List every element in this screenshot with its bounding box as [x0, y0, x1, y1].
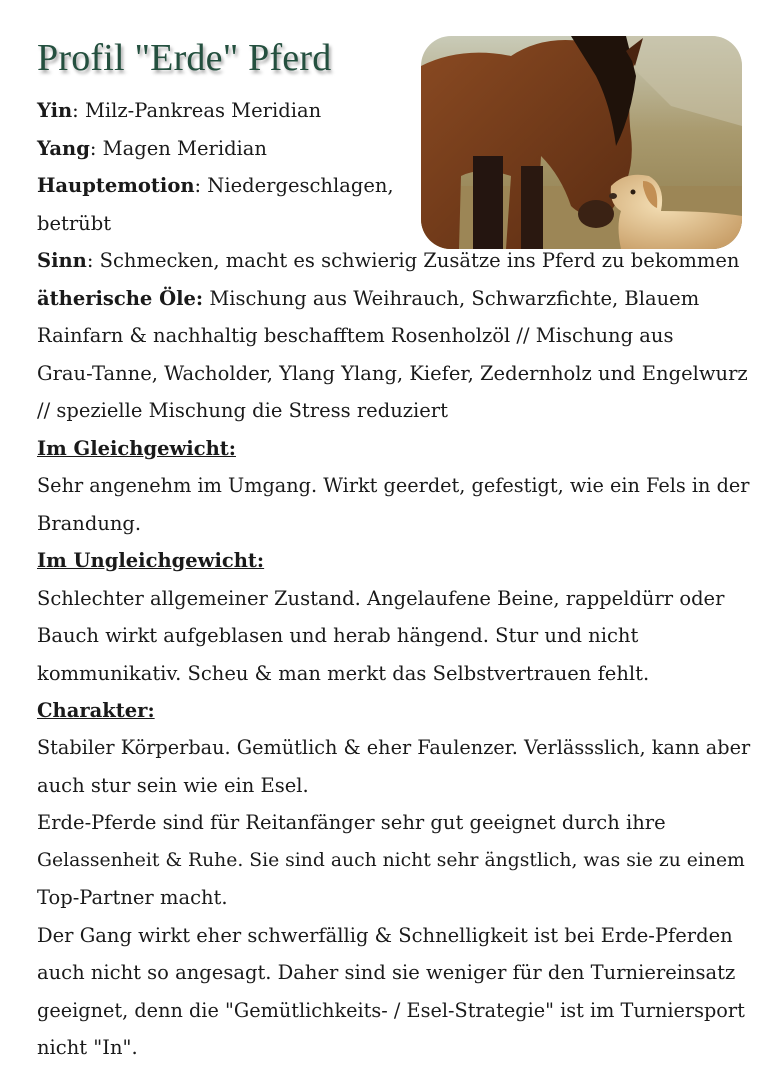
- gleichgewicht-heading: Im Gleichgewicht:: [37, 437, 236, 460]
- charakter-line-2: auch stur sein wie ein Esel.: [37, 774, 309, 797]
- oele-line-1: [37, 280, 752, 318]
- yang-text: : Magen Meridian: [89, 137, 267, 160]
- gleichgewicht-line-1: Sehr angenehm im Umgang. Wirkt geerdet, gefestigt, wie ein Fels in der: [37, 474, 750, 497]
- oele-line-2: Rainfarn & nachhaltig beschafftem Rosenholzöl // Mischung aus: [37, 324, 674, 347]
- yin-text: : Milz-Pankreas Meridian: [72, 99, 322, 122]
- page-title: Profil "Erde" Pferd: [37, 37, 332, 79]
- charakter-line-5: Top-Partner macht.: [37, 886, 228, 909]
- charakter-line-4: Gelassenheit & Ruhe. Sie sind auch nicht sehr ängstlich, was sie zu einem: [37, 850, 745, 871]
- charakter-line-8: geeignet, denn die "Gemütlichkeits- / Esel-Strategie" ist im Turniersport: [37, 999, 745, 1022]
- sinn-label: Sinn: [37, 249, 87, 272]
- oele-line-3: Grau-Tanne, Wacholder, Ylang Ylang, Kiefer, Zedernholz und Engelwurz: [37, 362, 748, 385]
- sinn-text: : Schmecken, macht es schwierig Zusätze ins Pferd zu bekommen: [86, 249, 740, 272]
- charakter-line-7: auch nicht so angesagt. Daher sind sie weniger für den Turniereinsatz: [37, 961, 736, 984]
- gleichgewicht-line-2: Brandung.: [37, 512, 142, 535]
- yang-line: [37, 130, 752, 168]
- charakter-line-6: Der Gang wirkt eher schwerfällig & Schnelligkeit ist bei Erde-Pferden: [37, 924, 733, 947]
- ungleichgewicht-heading: Im Ungleichgewicht:: [37, 549, 265, 572]
- ungleichgewicht-line-2: Bauch wirkt aufgeblasen und herab hängend. Stur und nicht: [37, 624, 639, 647]
- oele-label: ätherische Öle:: [37, 287, 204, 310]
- charakter-heading: Charakter:: [37, 699, 155, 722]
- charakter-line-3: Erde-Pferde sind für Reitanfänger sehr gut geeignet durch ihre: [37, 811, 666, 834]
- hauptemotion-line-2: betrübt: [37, 212, 112, 235]
- yin-line: [37, 92, 752, 130]
- charakter-line-1: Stabiler Körperbau. Gemütlich & eher Faulenzer. Verlässslich, kann aber: [37, 736, 751, 759]
- yin-label: Yin: [37, 99, 73, 122]
- yang-label: Yang: [37, 137, 90, 160]
- charakter-line-9: nicht "In".: [37, 1036, 138, 1059]
- hauptemotion-label: Hauptemotion: [37, 174, 195, 197]
- sinn-line: [37, 242, 752, 280]
- ungleichgewicht-line-3: kommunikativ. Scheu & man merkt das Selbstvertrauen fehlt.: [37, 662, 650, 685]
- ungleichgewicht-line-1: Schlechter allgemeiner Zustand. Angelaufene Beine, rappeldürr oder: [37, 587, 725, 610]
- oele-line-4: // spezielle Mischung die Stress reduziert: [37, 399, 448, 422]
- oele-text: Mischung aus Weihrauch, Schwarzfichte, Blauem: [203, 287, 700, 310]
- hauptemotion-text: : Niedergeschlagen,: [194, 174, 394, 197]
- hauptemotion-line: [37, 167, 752, 205]
